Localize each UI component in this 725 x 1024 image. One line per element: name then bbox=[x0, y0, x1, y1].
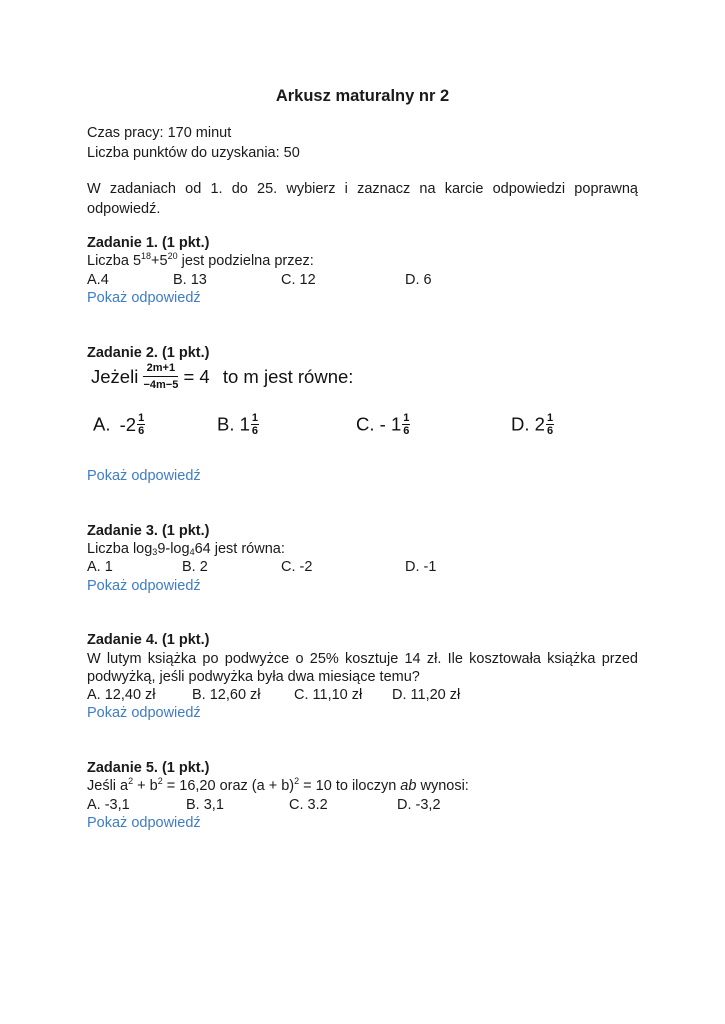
task5-heading: Zadanie 5. (1 pkt.) bbox=[87, 760, 210, 776]
task3-option-d: D. -1 bbox=[405, 559, 437, 575]
task5-option-a: A. -3,1 bbox=[87, 797, 130, 813]
task1-option-d: D. 6 bbox=[405, 272, 432, 288]
task5-option-b: B. 3,1 bbox=[186, 797, 224, 813]
task3-option-a: A. 1 bbox=[87, 559, 113, 575]
task3-heading: Zadanie 3. (1 pkt.) bbox=[87, 523, 210, 539]
task1-show-answer-link[interactable]: Pokaż odpowiedź bbox=[87, 290, 201, 306]
task1-option-a: A.4 bbox=[87, 272, 109, 288]
task4-heading: Zadanie 4. (1 pkt.) bbox=[87, 632, 210, 648]
task2-show-answer-link[interactable]: Pokaż odpowiedź bbox=[87, 468, 201, 484]
task5-option-c: C. 3.2 bbox=[289, 797, 328, 813]
task3-option-c: C. -2 bbox=[281, 559, 313, 575]
task1-question: Liczba $5^{18}+5^{20}$ jest podzielna przez: bbox=[87, 251, 314, 269]
task5-show-answer-link[interactable]: Pokaż odpowiedź bbox=[87, 815, 201, 831]
task1-option-c: C. 12 bbox=[281, 272, 316, 288]
task4-option-b: B. 12,60 zł bbox=[192, 687, 261, 703]
task1-heading: Zadanie 1. (1 pkt.) bbox=[87, 235, 210, 251]
time-info: Czas pracy: 170 minut bbox=[87, 125, 232, 141]
task2-option-a: A. -2 $\frac{1}{6}$ bbox=[93, 412, 145, 437]
task1-option-b: B. 13 bbox=[173, 272, 207, 288]
task4-question-line1: W lutym książka po podwyżce o 25% kosztuje 14 zł. Ile kosztowała książka przed bbox=[87, 651, 638, 667]
task4-show-answer-link[interactable]: Pokaż odpowiedź bbox=[87, 705, 201, 721]
task5-question: Jeśli $a^2 + b^2 = 16,20$ oraz $(a + b)^2 = 10$ to iloczyn ab wynosi: bbox=[87, 776, 469, 794]
instruction: W zadaniach od 1. do 25. wybierz i zaznacz na karcie odpowiedzi poprawną odpowiedź. bbox=[87, 181, 638, 217]
task3-show-answer-link[interactable]: Pokaż odpowiedź bbox=[87, 578, 201, 594]
task2-question: Jeżeli $\frac{2m+1}{-4m-5}$ = 4 to m jest równe: bbox=[91, 362, 354, 391]
task4-option-a: A. 12,40 zł bbox=[87, 687, 156, 703]
points-info: Liczba punktów do uzyskania: 50 bbox=[87, 145, 300, 161]
task2-option-d: D. 2 $\frac{1}{6}$ bbox=[511, 412, 554, 437]
task4-option-c: C. 11,10 zł bbox=[294, 687, 363, 703]
task3-option-b: B. 2 bbox=[182, 559, 208, 575]
task5-option-d: D. -3,2 bbox=[397, 797, 441, 813]
task4-question-line2: podwyżką, jeśli podwyżka była dwa miesiące temu? bbox=[87, 669, 420, 685]
page-title: Arkusz maturalny nr 2 bbox=[275, 87, 450, 105]
task3-question: Liczba $\log_39-\log_464$ jest równa: bbox=[87, 541, 285, 557]
task2-heading: Zadanie 2. (1 pkt.) bbox=[87, 345, 210, 361]
task2-fraction: $\frac{2m+1}{-4m-5}$ bbox=[143, 362, 179, 391]
task4-option-d: D. 11,20 zł bbox=[392, 687, 461, 703]
task2-option-c: C. - 1 $\frac{1}{6}$ bbox=[356, 412, 410, 437]
task2-option-b: B. 1 $\frac{1}{6}$ bbox=[217, 412, 259, 437]
